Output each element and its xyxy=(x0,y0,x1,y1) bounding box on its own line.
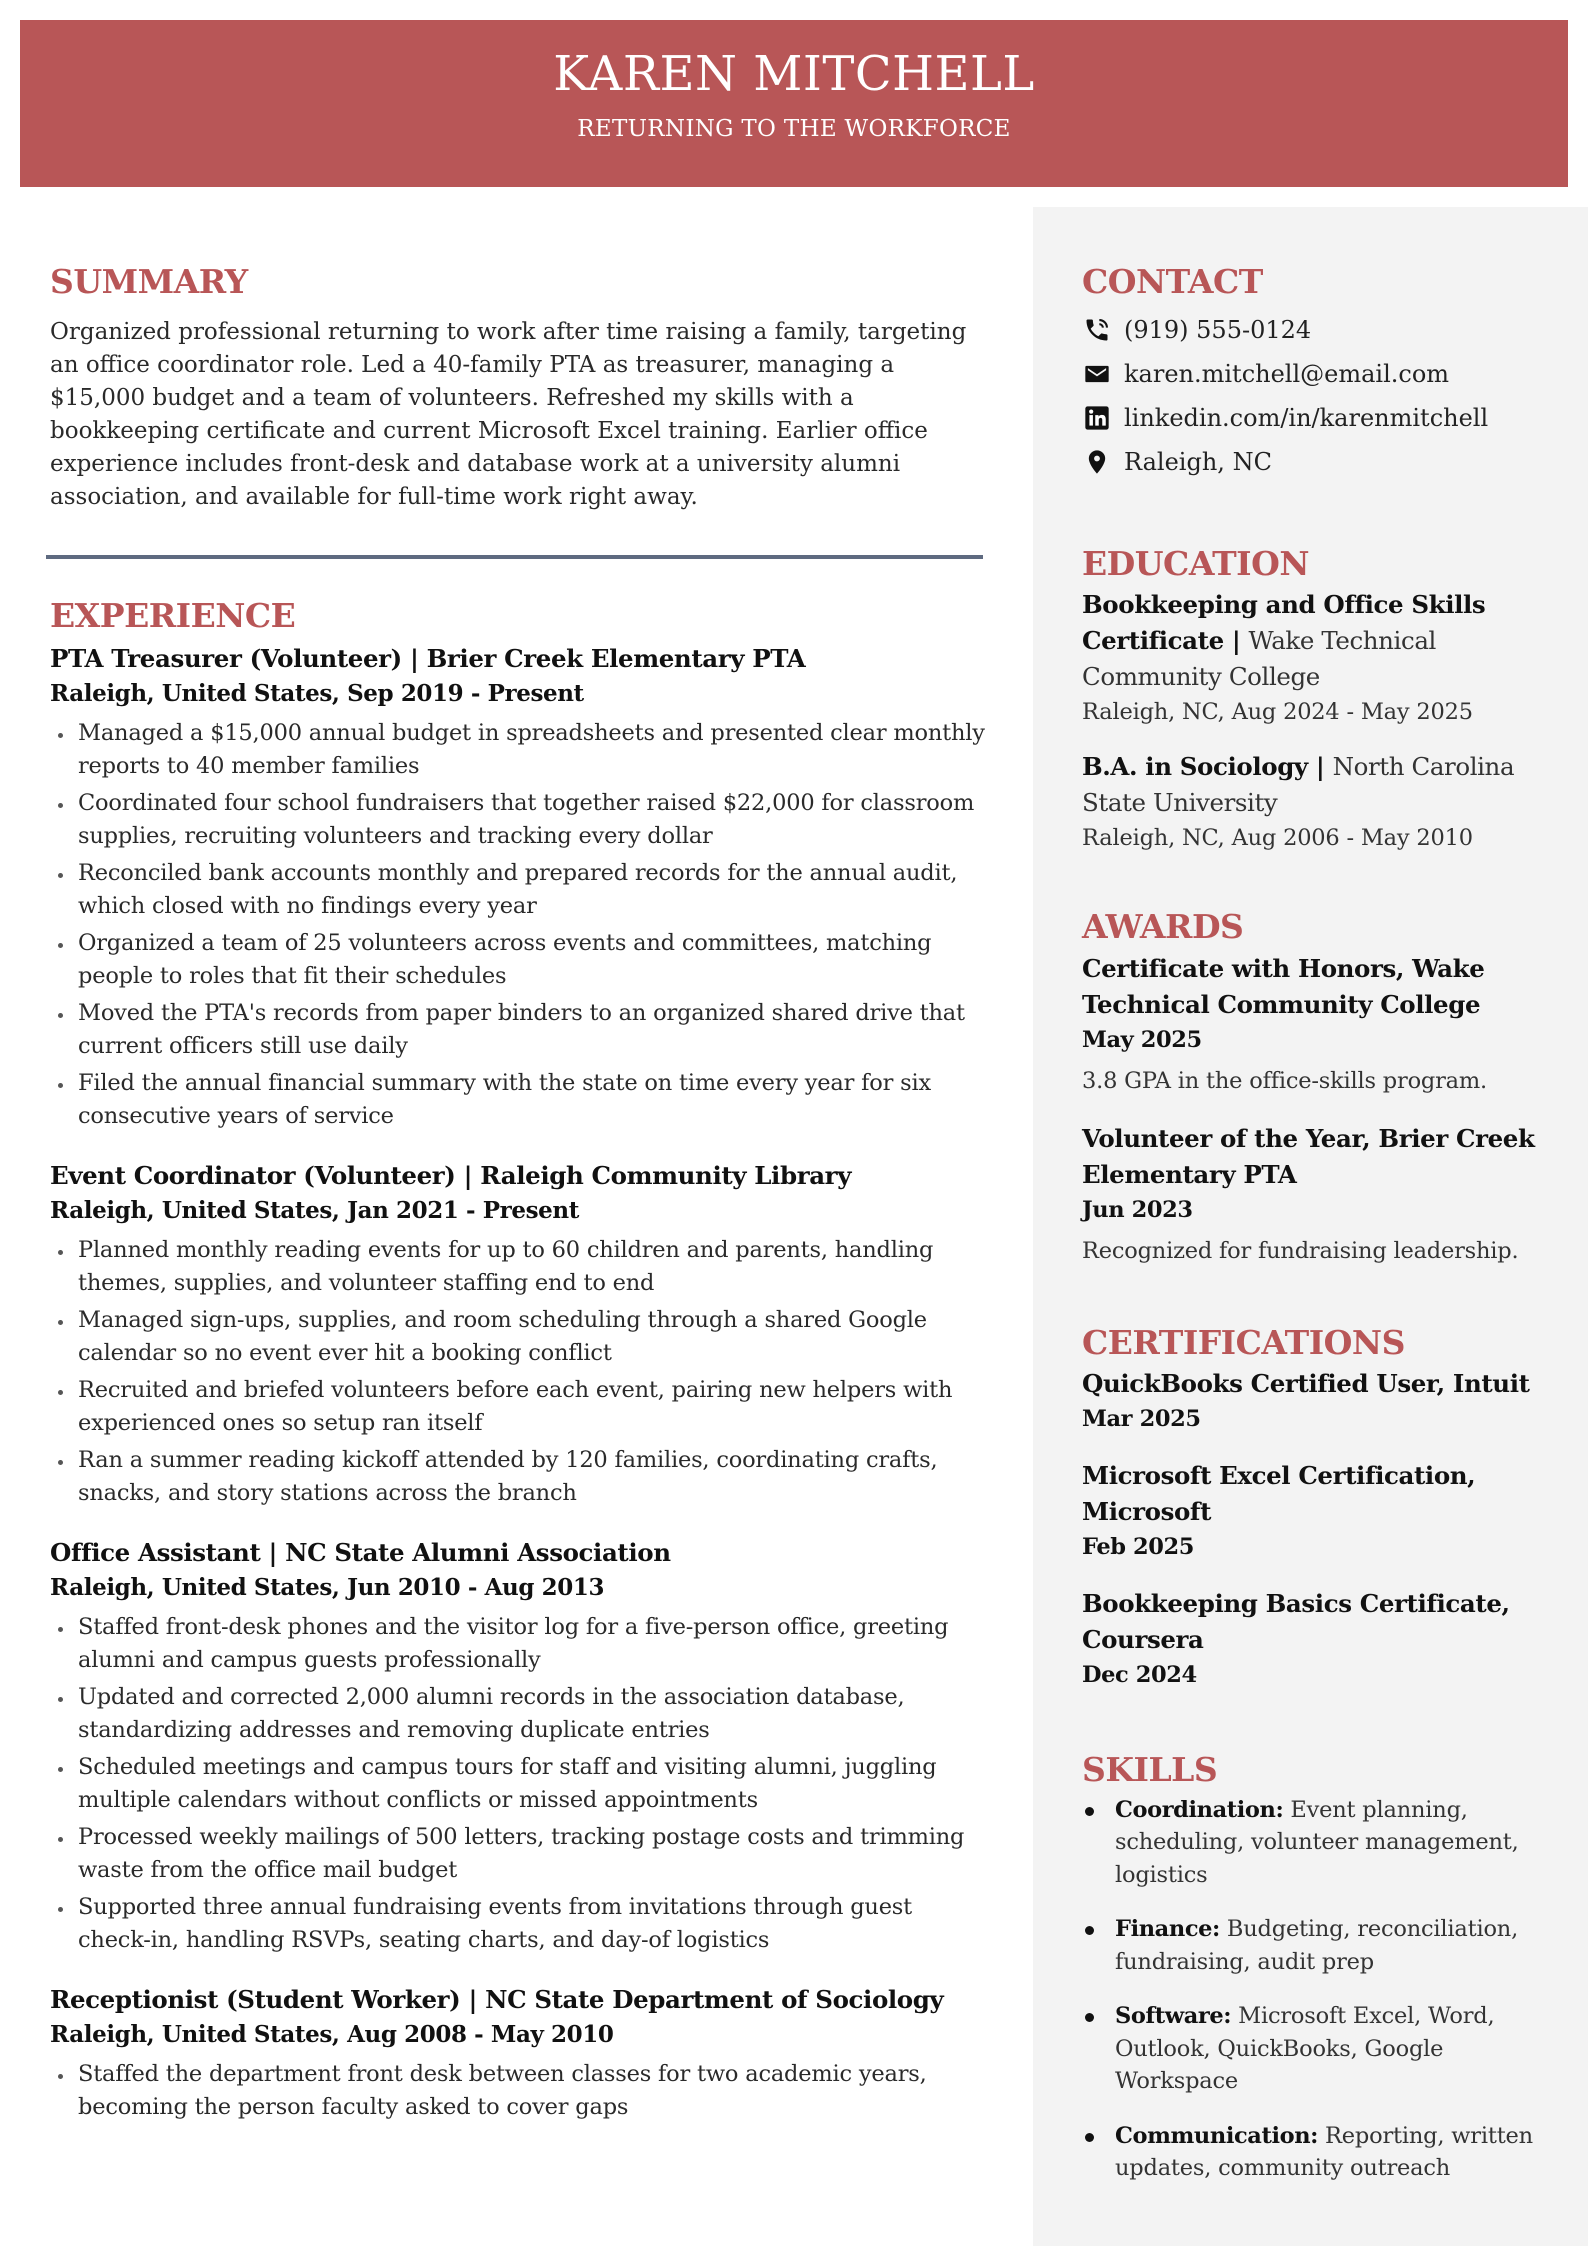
job-bullet: Updated and corrected 2,000 alumni records in the association database, standardizing addresses and removing duplicate entries xyxy=(50,1681,985,1746)
job-bullet: Reconciled bank accounts monthly and prepared records for the annual audit, which closed with no findings every year xyxy=(50,857,985,922)
award-title: Certificate with Honors, Wake Technical Community College xyxy=(1082,953,1485,1019)
job-bullet: Filed the annual financial summary with the state on time every year for six consecutive years of service xyxy=(50,1067,985,1132)
education-school: Wake Technical Community College xyxy=(1082,626,1436,692)
skill-label: Software: xyxy=(1115,2003,1232,2030)
job-bullet: Planned monthly reading events for up to 60 children and parents, handling themes, supplies, and volunteer staffing end to end xyxy=(50,1234,985,1299)
certification-title: Bookkeeping Basics Certificate, Coursera xyxy=(1082,1589,1510,1655)
award-item xyxy=(1082,951,1562,1097)
resume-header xyxy=(20,20,1568,187)
summary-text: Organized professional returning to work after time raising a family, targeting an office coordinator role. Led a 40-family PTA as treasurer, managing a $15,000 budget and a team of volunteers. Refreshed my skills with a bookkeeping certificate and current Microsoft Excel training. Earlier office experience includes front-desk and database work at a university alumni association, and available for full-time work right away. xyxy=(50,318,967,510)
job-meta: Raleigh, United States, Aug 2008 - May 2010 xyxy=(50,2021,614,2049)
location-icon xyxy=(1082,447,1112,477)
side-column xyxy=(1082,262,1562,2207)
job-bullet-list xyxy=(50,1611,985,1956)
skill-item xyxy=(1082,1913,1562,1978)
summary-heading: SUMMARY xyxy=(50,262,248,301)
contact-list xyxy=(1082,308,1562,484)
awards-heading: AWARDS xyxy=(1082,907,1244,947)
job-bullet: Recruited and briefed volunteers before each event, pairing new helpers with experienced ones so setup ran itself xyxy=(50,1374,985,1439)
education-item: B.A. in Sociology | North Carolina State University Raleigh, NC, Aug 2006 - May 2010 xyxy=(1082,749,1562,855)
skill-item xyxy=(1082,2120,1562,2185)
job-bullet: Moved the PTA's records from paper binders to an organized shared drive that current officers still use daily xyxy=(50,997,985,1062)
job-title: Office Assistant | NC State Alumni Association xyxy=(50,1538,671,1568)
contact-phone-text: (919) 555-0124 xyxy=(1124,315,1312,344)
experience-item xyxy=(50,1982,985,2123)
experience-item xyxy=(50,641,985,1132)
skill-label: Finance: xyxy=(1115,1916,1220,1943)
candidate-subtitle: RETURNING TO THE WORKFORCE xyxy=(577,115,1011,142)
job-bullet: Coordinated four school fundraisers that together raised $22,000 for classroom supplies, recruiting volunteers and tracking every dollar xyxy=(50,787,985,852)
job-meta: Raleigh, United States, Jan 2021 - Present xyxy=(50,1197,579,1225)
experience-heading: EXPERIENCE xyxy=(50,595,296,635)
contact-location xyxy=(1082,440,1562,484)
education-item: Bookkeeping and Office Skills Certificate | Wake Technical Community College Raleigh, NC, Aug 2024 - May 2025 xyxy=(1082,587,1562,729)
certification-item xyxy=(1082,1366,1562,1436)
job-bullet-list xyxy=(50,2058,985,2123)
skills-heading: SKILLS xyxy=(1082,1750,1218,1790)
contact-email-text: karen.mitchell@email.com xyxy=(1124,359,1450,388)
job-title: Receptionist (Student Worker) | NC State Department of Sociology xyxy=(50,1985,944,2015)
skill-text: Budgeting, reconciliation, fundraising, audit prep xyxy=(1115,1916,1519,1975)
skill-item xyxy=(1082,1794,1562,1892)
award-description: 3.8 GPA in the office-skills program. xyxy=(1082,1067,1487,1094)
award-date: Jun 2023 xyxy=(1082,1196,1193,1223)
skill-label: Coordination: xyxy=(1115,1796,1284,1823)
education-degree: B.A. in Sociology xyxy=(1082,752,1308,782)
job-bullet-list xyxy=(50,1234,985,1509)
job-title: PTA Treasurer (Volunteer) | Brier Creek Elementary PTA xyxy=(50,644,806,674)
education-meta: Raleigh, NC, Aug 2006 - May 2010 xyxy=(1082,825,1473,852)
certification-title: Microsoft Excel Certification, Microsoft xyxy=(1082,1461,1476,1527)
candidate-name: KAREN MITCHELL xyxy=(553,46,1035,102)
job-title: Event Coordinator (Volunteer) | Raleigh Community Library xyxy=(50,1161,852,1191)
contact-email[interactable] xyxy=(1082,352,1562,396)
skill-item xyxy=(1082,2000,1562,2098)
job-bullet: Staffed the department front desk between classes for two academic years, becoming the person faculty asked to cover gaps xyxy=(50,2058,985,2123)
education-meta: Raleigh, NC, Aug 2024 - May 2025 xyxy=(1082,699,1473,726)
award-title: Volunteer of the Year, Brier Creek Elementary PTA xyxy=(1082,1123,1535,1189)
email-icon xyxy=(1082,359,1112,389)
certifications-heading: CERTIFICATIONS xyxy=(1082,1322,1405,1362)
job-bullet: Managed sign-ups, supplies, and room scheduling through a shared Google calendar so no event ever hit a booking conflict xyxy=(50,1304,985,1369)
certification-date: Mar 2025 xyxy=(1082,1406,1201,1433)
education-heading: EDUCATION xyxy=(1082,543,1310,583)
skill-text: Event planning, scheduling, volunteer management, logistics xyxy=(1115,1796,1519,1888)
phone-icon xyxy=(1082,315,1112,345)
job-bullet: Scheduled meetings and campus tours for staff and visiting alumni, juggling multiple calendars without conflicts or missed appointments xyxy=(50,1751,985,1816)
certification-date: Feb 2025 xyxy=(1082,1534,1195,1561)
job-bullet: Managed a $15,000 annual budget in spreadsheets and presented clear monthly reports to 40 member families xyxy=(50,717,985,782)
award-date: May 2025 xyxy=(1082,1026,1202,1053)
experience-item xyxy=(50,1158,985,1509)
linkedin-icon xyxy=(1082,403,1112,433)
job-bullet: Processed weekly mailings of 500 letters, tracking postage costs and trimming waste from the office mail budget xyxy=(50,1821,985,1886)
job-bullet: Ran a summer reading kickoff attended by 120 families, coordinating crafts, snacks, and story stations across the branch xyxy=(50,1444,985,1509)
contact-linkedin-text: linkedin.com/in/karenmitchell xyxy=(1124,403,1489,432)
certification-item xyxy=(1082,1458,1562,1564)
contact-heading: CONTACT xyxy=(1082,262,1263,301)
main-column xyxy=(50,262,985,2149)
job-bullet: Supported three annual fundraising events from invitations through guest check-in, handling RSVPs, seating charts, and day-of logistics xyxy=(50,1891,985,1956)
job-meta: Raleigh, United States, Jun 2010 - Aug 2013 xyxy=(50,1574,605,1602)
contact-phone[interactable] xyxy=(1082,308,1562,352)
certification-item xyxy=(1082,1586,1562,1692)
job-bullet: Staffed front-desk phones and the visitor log for a five-person office, greeting alumni and campus guests professionally xyxy=(50,1611,985,1676)
skill-text: Reporting, written updates, community outreach xyxy=(1115,2122,1533,2182)
experience-item xyxy=(50,1535,985,1956)
certification-title: QuickBooks Certified User, Intuit xyxy=(1082,1369,1530,1399)
skills-list xyxy=(1082,1794,1562,2185)
contact-location-text: Raleigh, NC xyxy=(1124,447,1272,476)
education-degree: Bookkeeping and Office Skills Certificate xyxy=(1082,590,1486,656)
skill-label: Communication: xyxy=(1115,2122,1319,2149)
skill-text: Microsoft Excel, Word, Outlook, QuickBooks, Google Workspace xyxy=(1115,2003,1495,2095)
job-meta: Raleigh, United States, Sep 2019 - Present xyxy=(50,680,584,708)
contact-linkedin[interactable] xyxy=(1082,396,1562,440)
award-description: Recognized for fundraising leadership. xyxy=(1082,1237,1519,1264)
certification-date: Dec 2024 xyxy=(1082,1662,1197,1689)
section-divider xyxy=(46,555,983,559)
job-bullet-list xyxy=(50,717,985,1132)
experience-list xyxy=(50,641,985,2123)
education-school: North Carolina State University xyxy=(1082,752,1515,818)
award-item xyxy=(1082,1121,1562,1267)
job-bullet: Organized a team of 25 volunteers across events and committees, matching people to roles that fit their schedules xyxy=(50,927,985,992)
